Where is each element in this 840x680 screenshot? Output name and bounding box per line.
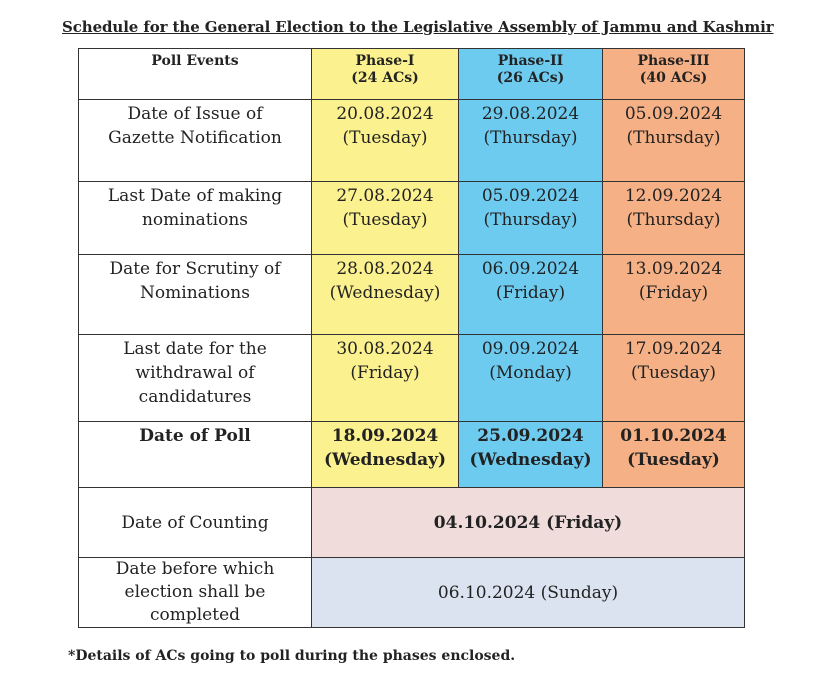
row-nominations xyxy=(79,182,745,255)
footnote: *Details of ACs going to poll during the phases enclosed. xyxy=(68,648,516,664)
schedule-table xyxy=(78,48,745,628)
row-gazette-notification xyxy=(79,100,745,182)
phase-1-cell: 30.08.2024 (Friday) xyxy=(312,335,459,422)
row-completion xyxy=(79,558,745,628)
document-title: Schedule for the General Election to the Legislative Assembly of Jammu and Kashmir xyxy=(62,18,774,36)
phase-2-cell: 29.08.2024 (Thursday) xyxy=(459,100,603,182)
header-phase-1: Phase-I (24 ACs) xyxy=(312,49,459,100)
phase-1-cell: 18.09.2024 (Wednesday) xyxy=(312,422,459,488)
header-poll-events: Poll Events xyxy=(79,49,312,100)
phase-2-cell: 05.09.2024 (Thursday) xyxy=(459,182,603,255)
phase-3-cell: 13.09.2024 (Friday) xyxy=(603,255,745,335)
phase-2-cell: 25.09.2024 (Wednesday) xyxy=(459,422,603,488)
event-cell: Last Date of making nominations xyxy=(79,182,312,255)
phase-3-cell: 17.09.2024 (Tuesday) xyxy=(603,335,745,422)
phase-2-cell: 06.09.2024 (Friday) xyxy=(459,255,603,335)
event-cell: Date for Scrutiny of Nominations xyxy=(79,255,312,335)
phase-3-cell: 01.10.2024 (Tuesday) xyxy=(603,422,745,488)
phase-1-cell: 27.08.2024 (Tuesday) xyxy=(312,182,459,255)
phase-3-cell: 12.09.2024 (Thursday) xyxy=(603,182,745,255)
phase-1-cell: 20.08.2024 (Tuesday) xyxy=(312,100,459,182)
header-phase-3: Phase-III (40 ACs) xyxy=(603,49,745,100)
row-date-of-counting xyxy=(79,488,745,558)
row-date-of-poll xyxy=(79,422,745,488)
event-cell: Date before which election shall be completed xyxy=(79,558,312,628)
row-withdrawal xyxy=(79,335,745,422)
phase-1-cell: 28.08.2024 (Wednesday) xyxy=(312,255,459,335)
event-cell: Date of Counting xyxy=(79,488,312,558)
row-scrutiny xyxy=(79,255,745,335)
event-cell: Last date for the withdrawal of candidatures xyxy=(79,335,312,422)
phase-2-cell: 09.09.2024 (Monday) xyxy=(459,335,603,422)
event-cell: Date of Poll xyxy=(79,422,312,488)
phase-3-cell: 05.09.2024 (Thursday) xyxy=(603,100,745,182)
counting-date-cell: 04.10.2024 (Friday) xyxy=(312,488,745,558)
completion-date-cell: 06.10.2024 (Sunday) xyxy=(312,558,745,628)
header-row xyxy=(79,49,745,100)
header-phase-2: Phase-II (26 ACs) xyxy=(459,49,603,100)
event-cell: Date of Issue of Gazette Notification xyxy=(79,100,312,182)
